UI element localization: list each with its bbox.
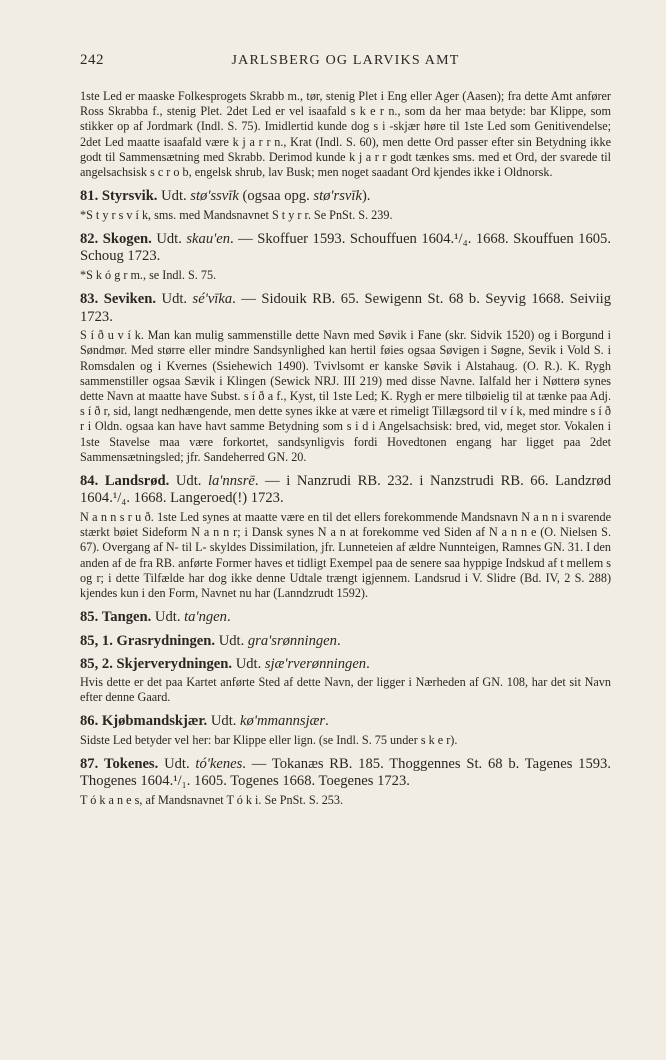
entry-number: 82.: [80, 230, 99, 247]
entry-number: 83.: [80, 291, 99, 308]
entry-pronunciation: kø'mmannsjær: [240, 713, 326, 730]
entry-name: Grasrydningen.: [116, 632, 216, 649]
entry-name: Tokenes.: [104, 755, 159, 772]
entry-text: ).: [361, 188, 371, 205]
entry-pronunciation: gra'srønningen: [247, 632, 337, 649]
entry-text: .: [226, 609, 231, 626]
entry-name: Kjøbmandskjær.: [101, 713, 208, 730]
entry-pronunciation: stø'rsvīk: [313, 188, 362, 205]
entry-text: . — Sidouik RB. 65. Sewigenn St. 68 b. Seyvig 1668. Seiviig 1723.: [80, 291, 611, 325]
entry-pronunciation: skau'en: [186, 230, 231, 247]
entry-86: [80, 713, 611, 748]
entry-heading: [80, 656, 611, 674]
entry-83: [80, 291, 611, 465]
entry-text: . — Skoffuer 1593. Schouffuen 1604.¹/₄. 1668. Skouffuen 1605. Schoug 1723.: [80, 230, 612, 265]
entry-pronunciation: tó'kenes: [195, 755, 243, 772]
entry-note: S í ð u v í k. Man kan mulig sammenstille dette Navn med Søvik i Fane (skr. Sidvik 1520) og i Borgund i Søndmør. Med større eller mindre Sandsynlighed kan hertil føies ogsaa Søvigen i Søgne, Sevik i Vold S. i Romsdalen og i Kvernes (Ssiehewich 1490). Tvivlsomt er kanske Søvik i Alstahaug. (O. R.). K. Rygh sammenstiller ogsaa Sævik i Klingen (Sewick NRJ. III 219) med disse Navne. Ialfald her i Nøtterø synes dette Navn at maatte have Subst. s í ð a f., Kyst, til 1ste Led; K. Rygh er mere tilbøielig til at tænke paa Adj. s í ð r, sid, langt nedhængende, men dette synes ikke at være et rimeligt Tillægsord til v í k, med mindre s í ð r i Oldn. ogsaa kan have havt samme Betydning som s i d i Angelsachsisk: bred, vid, meget stor. Vokalen i 1ste Stavelse maa være forkortet, sandsynligvis fordi Hovedtonen engang har ligget paa 2det Sammensætningsled; jfr. Sandeherred GN. 20.: [80, 328, 611, 464]
entry-number: 85.: [80, 609, 99, 626]
entry-note: *S t y r s v í k, sms. med Mandsnavnet S t y r r. Se PnSt. S. 239.: [80, 207, 393, 222]
entry-number: 85, 1.: [80, 632, 113, 649]
entry-heading: [80, 633, 611, 651]
entry-text: (ogsaa opg.: [238, 188, 314, 205]
entry-text: Udt.: [164, 755, 196, 772]
entry-81: [80, 188, 611, 223]
entry-text: Udt.: [161, 188, 191, 205]
entry-text: .: [325, 713, 329, 730]
entry-text: Udt.: [161, 291, 193, 308]
entry-note: *S k ó g r m., se Indl. S. 75.: [80, 267, 217, 282]
entry-pronunciation: sé'vīka: [192, 291, 233, 308]
intro-paragraph: 1ste Led er maaske Folkesprogets Skrabb m., tør, stenig Plet i Eng eller Ager (Aasen); fra dette Amt anfører Ross Skrabba f., stenig Plet. 2det Led er vel isaafald s k e r n., som da her maa betyde: bar Klippe, som stikker op af Jordmark (Indl. S. 75). Imidlertid kunde dog s i -skjær høre til 1ste Led som Genitivendelse; 2det Led maatte isaafald være k j a r r n., Krat (Indl. S. 60), men dette Ord passer efter sin Betydning ikke godt til Sammensætning med Skrabb. Derimod kunde k j a r r godt tænkes sms. med et Ord, der svarede til angelsachsisk s c r o b, engelsk shrub, lav Busk; men noget saadant Ord kjendes ikke i Oldnorsk.: [80, 89, 611, 180]
page-header: [80, 52, 611, 69]
entry-85-1: [80, 633, 611, 651]
entry-text: Udt.: [218, 632, 248, 649]
entry-number: 85, 2.: [80, 656, 113, 673]
entry-87: [80, 756, 611, 808]
entry-name: Landsrød.: [104, 472, 170, 489]
entry-number: 86.: [80, 713, 99, 730]
entry-name: Skogen.: [102, 230, 152, 247]
entry-name: Styrsvik.: [101, 188, 158, 205]
page-number: 242: [80, 52, 104, 68]
entry-note: Hvis dette er det paa Kartet anførte Sted af dette Navn, der ligger i Nærheden af GN. 108, har det sit Navn efter denne Gaard.: [80, 674, 611, 704]
entry-number: 84.: [80, 472, 99, 489]
running-head: JARLSBERG OG LARVIKS AMT: [231, 53, 460, 68]
entry-heading: [80, 473, 611, 508]
entry-text: . — i Nanzrudi RB. 232. i Nanzstrudi RB. 66. Landzrød 1604.¹/₄. 1668. Langeroed(!) 1723.: [80, 472, 611, 507]
entry-pronunciation: sjæ'rverønningen: [264, 656, 367, 673]
entry-note: Sidste Led betyder vel her: bar Klippe eller lign. (se Indl. S. 75 under s k e r).: [80, 732, 458, 747]
entry-heading: [80, 231, 611, 266]
entry-heading: [80, 291, 611, 326]
entry-heading: [80, 713, 611, 731]
entry-text: Udt.: [175, 472, 208, 489]
entry-pronunciation: la'nnsrē: [207, 472, 255, 489]
entry-text: .: [366, 656, 370, 673]
entry-note: N a n n s r u ð. 1ste Led synes at maatte være en til det ellers forekommende Mandsnavn N a n n i svarende stærkt bøiet Sideform N a n n r; i Dansk synes N a n at forekomme ved Siden af N a n n e (O. Nielsen S. 67). Overgang af N- til L- skyldes Dissimilation, jfr. Lunneteien af ældre Nunnteigen, Ramnes GN. 31. I den anden af de fra RB. anførte Former haves et tidligt Exempel paa de senere saa hyppige Indskud af t mellem s og r; i dette Tilfælde har dog ikke denne Udtale trængt igjennem. Landsrud i V. Slidre (Bd. IV, 2 S. 288) kjendes kun i den Form, Navnet nu har (Lanndzrudt 1592).: [80, 509, 611, 600]
entry-85-2: [80, 656, 611, 705]
entry-name: Tangen.: [101, 609, 152, 626]
entry-heading: [80, 609, 611, 627]
entry-heading: [80, 188, 611, 206]
entry-name: Seviken.: [103, 291, 157, 308]
entry-pronunciation: stø'ssvīk: [190, 188, 239, 205]
entry-text: . — Tokanæs RB. 185. Thoggennes St. 68 b. Tagenes 1593. Thogenes 1604.¹/₁. 1605. Togenes 1668. Toegenes 1723.: [80, 755, 612, 790]
entry-number: 87.: [80, 755, 99, 772]
entry-heading: [80, 756, 611, 791]
entry-text: Udt.: [156, 230, 187, 247]
entry-pronunciation: ta'ngen: [184, 609, 227, 626]
entry-text: .: [336, 632, 341, 649]
entry-text: Udt.: [154, 609, 185, 626]
entry-name: Skjerverydningen.: [116, 656, 233, 673]
entry-85: [80, 609, 611, 627]
entry-84: [80, 473, 611, 601]
entry-text: Udt.: [210, 713, 241, 730]
entry-number: 81.: [80, 188, 99, 205]
entry-text: Udt.: [235, 656, 265, 673]
entry-82: [80, 231, 611, 283]
entry-note: T ó k a n e s, af Mandsnavnet T ó k i. Se PnSt. S. 253.: [80, 792, 344, 807]
